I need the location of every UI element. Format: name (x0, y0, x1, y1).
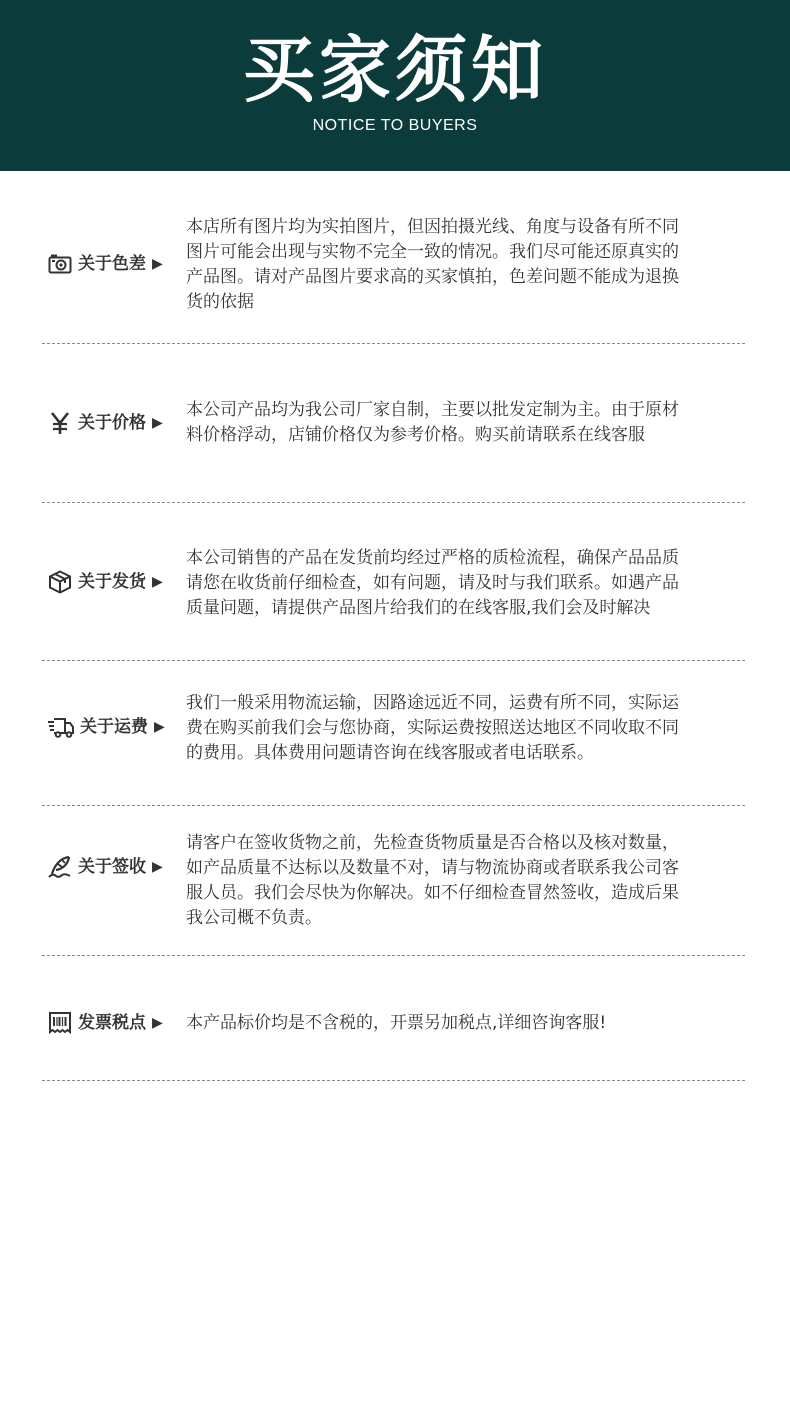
quill-pen-icon (48, 855, 72, 879)
section-body (186, 691, 746, 766)
body-line: 的费用。具体费用问题请咨询在线客服或者电话联系。 (186, 743, 594, 763)
yen-icon (48, 411, 72, 435)
section-body (186, 1011, 746, 1036)
section-body (186, 398, 746, 448)
section-label (48, 249, 163, 279)
triangle-arrow-icon: ▶ (152, 574, 163, 590)
header-banner (0, 0, 790, 171)
dashed-divider (42, 1080, 745, 1081)
section-label (48, 567, 163, 597)
body-line: 请您在收货前仔细检查，如有问题，请及时与我们联系。如遇产品 (186, 573, 679, 593)
body-line: 如产品质量不达标以及数量不对，请与物流协商或者联系我公司客 (186, 858, 679, 878)
body-line: 本公司产品均为我公司厂家自制，主要以批发定制为主。由于原材 (186, 400, 679, 420)
section-label-text: 发票税点 (78, 1013, 146, 1033)
body-line: 请客户在签收货物之前，先检查货物质量是否合格以及核对数量， (186, 833, 679, 853)
triangle-arrow-icon: ▶ (152, 256, 163, 272)
triangle-arrow-icon: ▶ (152, 1015, 163, 1031)
camera-icon (48, 253, 72, 275)
package-icon (48, 570, 72, 594)
section-label-text: 关于色差 (78, 254, 146, 274)
body-line: 质量问题，请提供产品图片给我们的在线客服,我们会及时解决 (186, 598, 651, 618)
delivery-truck-icon (48, 716, 74, 738)
section-label (48, 1008, 163, 1038)
dashed-divider (42, 660, 745, 661)
page-subtitle: NOTICE TO BUYERS (312, 117, 478, 134)
section-label-text: 关于价格 (78, 413, 146, 433)
section-label (48, 408, 163, 438)
dashed-divider (42, 955, 745, 956)
body-line: 我们一般采用物流运输，因路途远近不同，运费有所不同，实际运 (186, 693, 679, 713)
section-label (48, 712, 165, 742)
section-body (186, 831, 746, 931)
invoice-barcode-icon (48, 1011, 72, 1035)
section-label (48, 852, 163, 882)
body-line: 费在购买前我们会与您协商，实际运费按照送达地区不同收取不同 (186, 718, 679, 738)
triangle-arrow-icon: ▶ (152, 415, 163, 431)
dashed-divider (42, 343, 745, 344)
body-line: 本产品标价均是不含税的，开票另加税点,详细咨询客服! (186, 1013, 607, 1033)
section-body (186, 215, 746, 315)
body-line: 本店所有图片均为实拍图片，但因拍摄光线、角度与设备有所不同 (186, 217, 679, 237)
body-line: 我公司概不负责。 (186, 908, 322, 928)
section-label-text: 关于签收 (78, 857, 146, 877)
body-line: 产品图。请对产品图片要求高的买家慎拍，色差问题不能成为退换 (186, 267, 679, 287)
section-label-text: 关于发货 (78, 572, 146, 592)
section-label-text: 关于运费 (80, 717, 148, 737)
body-line: 服人员。我们会尽快为你解决。如不仔细检查冒然签收，造成后果 (186, 883, 679, 903)
dashed-divider (42, 805, 745, 806)
section-body (186, 546, 746, 621)
triangle-arrow-icon: ▶ (152, 859, 163, 875)
triangle-arrow-icon: ▶ (154, 719, 165, 735)
body-line: 货的依据 (186, 292, 254, 312)
body-line: 图片可能会出现与实物不完全一致的情况。我们尽可能还原真实的 (186, 242, 679, 262)
body-line: 料价格浮动，店铺价格仅为参考价格。购买前请联系在线客服 (186, 425, 645, 445)
dashed-divider (42, 502, 745, 503)
body-line: 本公司销售的产品在发货前均经过严格的质检流程，确保产品品质 (186, 548, 679, 568)
page-title: 买家须知 (242, 28, 547, 112)
